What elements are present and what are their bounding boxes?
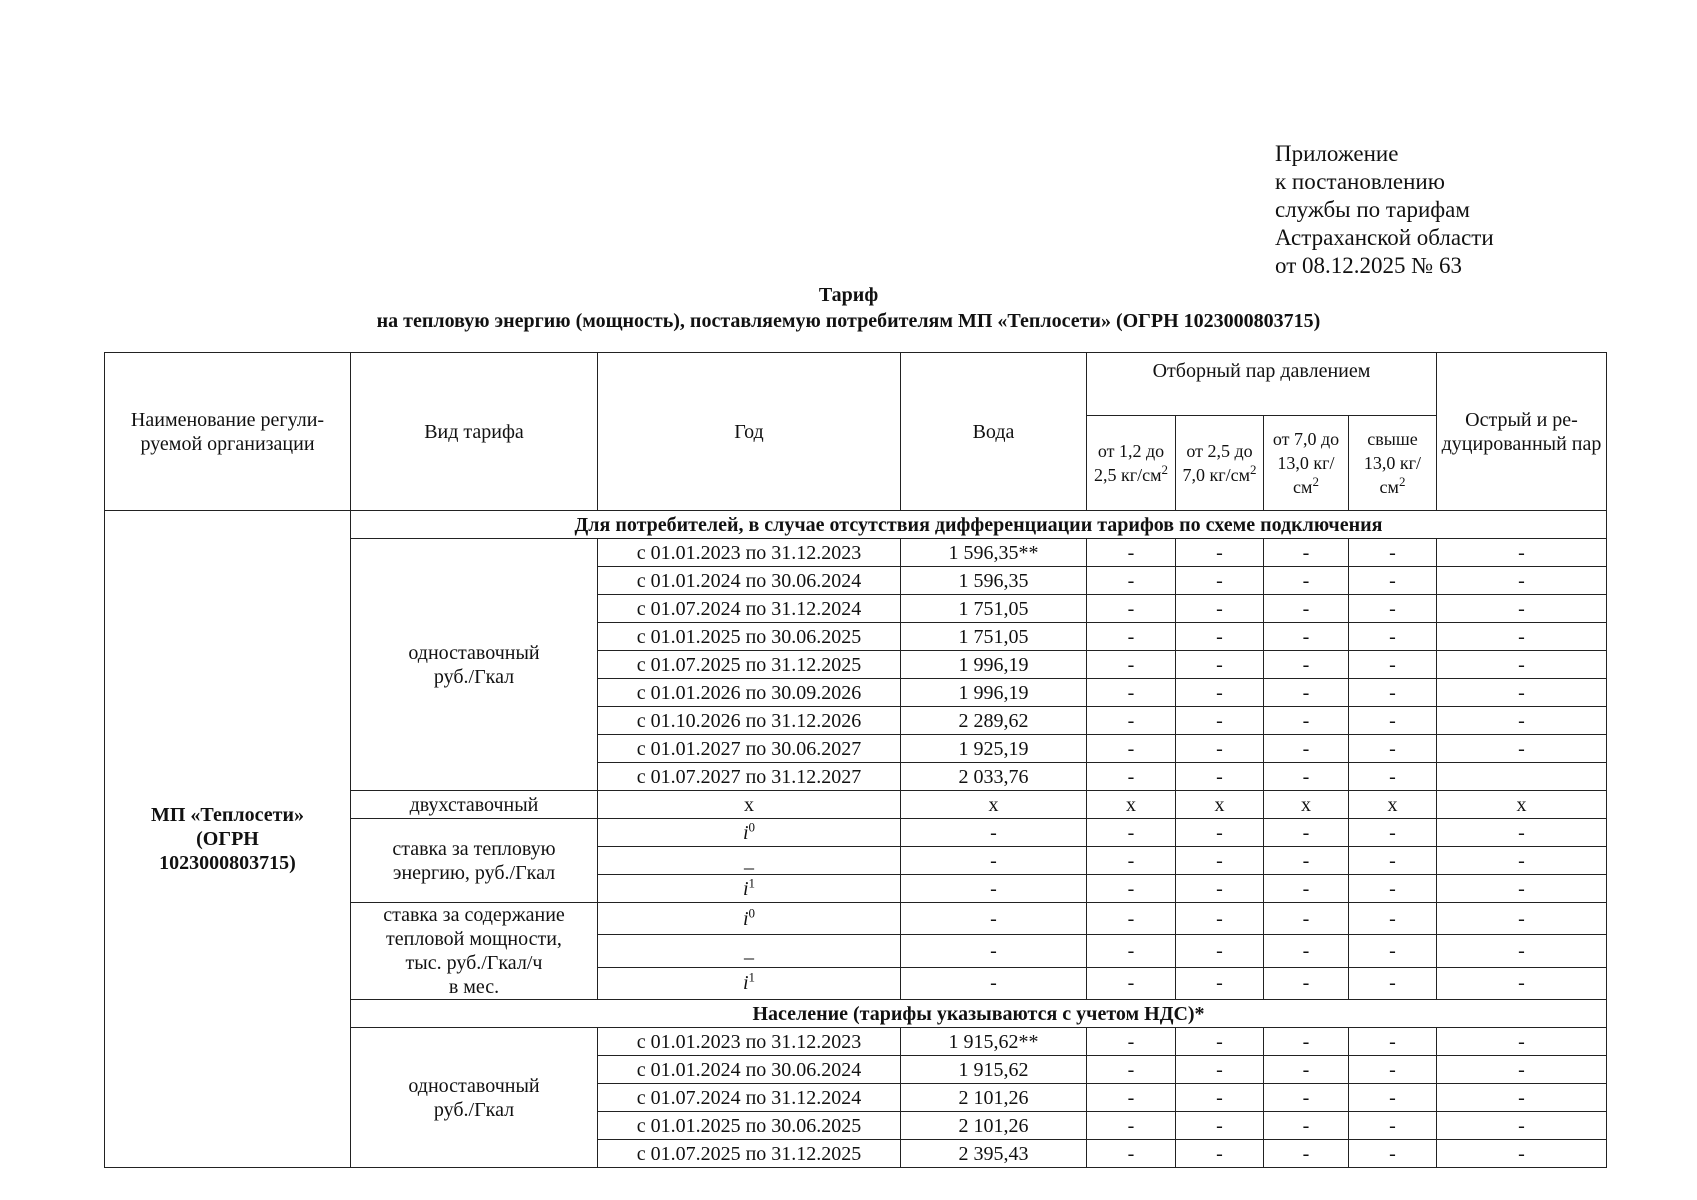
dash-cell: - bbox=[1264, 539, 1349, 567]
dash-cell: - bbox=[1176, 651, 1264, 679]
cell-text: i bbox=[742, 877, 749, 900]
header-steam-4 bbox=[1349, 416, 1437, 511]
dash-cell: - bbox=[1437, 1112, 1607, 1140]
tariff-table bbox=[104, 352, 1607, 1168]
header-org: Наименование регули-руемой организации bbox=[105, 353, 351, 511]
dash-cell: - bbox=[1264, 623, 1349, 651]
period-cell: с 01.07.2025 по 31.12.2025 bbox=[598, 1140, 901, 1168]
appendix-line: Приложение bbox=[1275, 141, 1399, 166]
period-cell: с 01.01.2024 по 30.06.2024 bbox=[598, 567, 901, 595]
header-steam-group: Отборный пар давлением bbox=[1087, 353, 1437, 416]
dash-cell: - bbox=[1349, 1140, 1437, 1168]
water-value: 1 915,62 bbox=[901, 1056, 1087, 1084]
dash-cell: - bbox=[1437, 1056, 1607, 1084]
dash-cell: - bbox=[1087, 651, 1176, 679]
x-cell: x bbox=[1087, 791, 1176, 819]
dash-cell: - bbox=[1264, 1084, 1349, 1112]
tariff-kind-two-rate: двухставочный bbox=[351, 791, 598, 819]
dash-cell: - bbox=[1349, 1084, 1437, 1112]
dash-cell: - bbox=[1176, 1112, 1264, 1140]
dash-cell: - bbox=[1087, 567, 1176, 595]
water-value: 2 101,26 bbox=[901, 1084, 1087, 1112]
dash-cell: - bbox=[1264, 651, 1349, 679]
dash-cell: - bbox=[1264, 595, 1349, 623]
dash-cell: - bbox=[1437, 1028, 1607, 1056]
dash-cell: - bbox=[901, 967, 1087, 999]
dash-cell: - bbox=[1437, 1140, 1607, 1168]
appendix-line: Астраханской области bbox=[1275, 225, 1494, 250]
header-steam-1 bbox=[1087, 416, 1176, 511]
dash-cell: - bbox=[1176, 819, 1264, 847]
header-kind: Вид тарифа bbox=[351, 353, 598, 511]
period-cell: с 01.07.2027 по 31.12.2027 bbox=[598, 763, 901, 791]
water-value: 1 596,35** bbox=[901, 539, 1087, 567]
dash-cell: - bbox=[1176, 595, 1264, 623]
dash-cell: - bbox=[1176, 679, 1264, 707]
period-cell: с 01.07.2024 по 31.12.2024 bbox=[598, 1084, 901, 1112]
dash-cell: - bbox=[1176, 875, 1264, 903]
period-cell: с 01.01.2026 по 30.09.2026 bbox=[598, 679, 901, 707]
section-title-1: Для потребителей, в случае отсутствия дифференциации тарифов по схеме подключения bbox=[351, 511, 1607, 539]
dash-cell: - bbox=[1087, 935, 1176, 967]
cell-text: i bbox=[742, 821, 749, 844]
i1-cell bbox=[598, 875, 901, 903]
water-value: 1 751,05 bbox=[901, 595, 1087, 623]
water-value: 2 289,62 bbox=[901, 707, 1087, 735]
dash-cell: - bbox=[1349, 903, 1437, 935]
dash-cell: - bbox=[1437, 903, 1607, 935]
dash-cell: - bbox=[1176, 935, 1264, 967]
dash-cell: - bbox=[1437, 567, 1607, 595]
dash-cell: - bbox=[1349, 567, 1437, 595]
dash-cell: - bbox=[1437, 847, 1607, 875]
period-cell: с 01.07.2024 по 31.12.2024 bbox=[598, 595, 901, 623]
header-sharp-steam: Острый и ре-дуцированный пар bbox=[1437, 353, 1607, 511]
tariff-kind-heat-rate bbox=[351, 819, 598, 903]
cell-text: 0 bbox=[748, 818, 756, 834]
period-cell: с 01.07.2025 по 31.12.2025 bbox=[598, 651, 901, 679]
cell-text: 1 bbox=[748, 874, 756, 890]
period-cell: с 01.01.2025 по 30.06.2025 bbox=[598, 623, 901, 651]
dash-cell: - bbox=[1349, 875, 1437, 903]
dash-cell: - bbox=[1349, 1028, 1437, 1056]
dash-cell: - bbox=[1087, 539, 1176, 567]
dash-cell: - bbox=[1349, 935, 1437, 967]
water-value: 2 395,43 bbox=[901, 1140, 1087, 1168]
i1-cell bbox=[598, 967, 901, 999]
cell-line: в мес. bbox=[448, 976, 500, 998]
dash-cell: - bbox=[1087, 1084, 1176, 1112]
water-value: 2 101,26 bbox=[901, 1112, 1087, 1140]
cell-text: 2 bbox=[1161, 462, 1168, 477]
dash-cell: - bbox=[1437, 595, 1607, 623]
section-title-2: Население (тарифы указываются с учетом НДС)* bbox=[351, 1000, 1607, 1028]
dash-cell: - bbox=[1264, 935, 1349, 967]
empty-cell bbox=[1437, 763, 1607, 791]
tariff-kind-single bbox=[351, 539, 598, 791]
water-value: 2 033,76 bbox=[901, 763, 1087, 791]
cell-line: ставка за тепловую bbox=[392, 837, 556, 860]
dash-cell: - bbox=[1349, 651, 1437, 679]
title-line-1: Тариф bbox=[818, 284, 879, 306]
dash-cell: - bbox=[1437, 707, 1607, 735]
water-value: 1 751,05 bbox=[901, 623, 1087, 651]
dash-cell: - bbox=[1264, 763, 1349, 791]
dash-cell: - bbox=[1264, 735, 1349, 763]
dash-cell: - bbox=[1087, 819, 1176, 847]
dash-cell: - bbox=[1087, 1112, 1176, 1140]
water-value: 1 925,19 bbox=[901, 735, 1087, 763]
dash-cell: - bbox=[1437, 967, 1607, 999]
dash-cell: - bbox=[1176, 623, 1264, 651]
period-cell: с 01.01.2023 по 31.12.2023 bbox=[598, 539, 901, 567]
dash-cell: - bbox=[1349, 967, 1437, 999]
water-value: 1 996,19 bbox=[901, 651, 1087, 679]
cell-line: тепловой мощности, bbox=[386, 928, 562, 950]
dash-cell: - bbox=[1437, 735, 1607, 763]
dash-cell: - bbox=[1087, 679, 1176, 707]
org-line: (ОГРН bbox=[196, 828, 259, 850]
org-line: МП «Теплосети» bbox=[151, 804, 304, 826]
water-value: 1 996,19 bbox=[901, 679, 1087, 707]
dash-cell: - bbox=[1349, 707, 1437, 735]
period-cell: с 01.01.2027 по 30.06.2027 bbox=[598, 735, 901, 763]
dash-cell: - bbox=[1264, 1056, 1349, 1084]
dash-cell: - bbox=[1264, 903, 1349, 935]
dash-cell: - bbox=[1087, 847, 1176, 875]
dash-cell: - bbox=[1437, 539, 1607, 567]
dash-cell: - bbox=[1264, 1028, 1349, 1056]
cell-line: одноставочный bbox=[408, 641, 540, 664]
appendix-line: к постановлению bbox=[1275, 169, 1445, 194]
x-cell: x bbox=[598, 791, 901, 819]
org-name-cell bbox=[105, 511, 351, 1168]
dash-cell: - bbox=[1264, 1112, 1349, 1140]
dash-cell: - bbox=[1264, 875, 1349, 903]
cell-text: 2 bbox=[1250, 462, 1257, 477]
tariff-kind-capacity-rate bbox=[351, 903, 598, 1000]
dash-cell: - bbox=[1176, 847, 1264, 875]
dash-cell: - bbox=[1437, 1084, 1607, 1112]
dash-cell: - bbox=[1349, 819, 1437, 847]
dash-cell: - bbox=[1264, 847, 1349, 875]
cell-text: 2 bbox=[1398, 474, 1406, 489]
dash-cell: - bbox=[901, 875, 1087, 903]
x-cell: x bbox=[1349, 791, 1437, 819]
mid-mark-cell: _ bbox=[598, 935, 901, 967]
dash-cell: - bbox=[1087, 967, 1176, 999]
dash-cell: - bbox=[1349, 595, 1437, 623]
dash-cell: - bbox=[901, 819, 1087, 847]
cell-text: от 1,2 до 2,5 кг/см bbox=[1093, 441, 1165, 485]
period-cell: с 01.01.2025 по 30.06.2025 bbox=[598, 1112, 901, 1140]
dash-cell: - bbox=[1437, 623, 1607, 651]
appendix-line: от 08.12.2025 № 63 bbox=[1275, 253, 1462, 278]
dash-cell: - bbox=[1176, 903, 1264, 935]
cell-line: ставка за содержание bbox=[383, 904, 565, 926]
dash-cell: - bbox=[1176, 763, 1264, 791]
cell-text: i bbox=[742, 907, 749, 930]
appendix-block bbox=[1275, 140, 1494, 280]
cell-text: 1 bbox=[748, 969, 756, 985]
i0-cell bbox=[598, 819, 901, 847]
dash-cell: - bbox=[1087, 1140, 1176, 1168]
dash-cell: - bbox=[1264, 967, 1349, 999]
dash-cell: - bbox=[1176, 1056, 1264, 1084]
x-cell: x bbox=[901, 791, 1087, 819]
x-cell: x bbox=[1176, 791, 1264, 819]
cell-text: от 2,5 до 7,0 кг/см bbox=[1182, 441, 1253, 485]
dash-cell: - bbox=[1437, 935, 1607, 967]
dash-cell: - bbox=[1437, 875, 1607, 903]
period-cell: с 01.10.2026 по 31.12.2026 bbox=[598, 707, 901, 735]
cell-text: от 7,0 до 13,0 кг/см bbox=[1272, 429, 1340, 497]
title-line-2: на тепловую энергию (мощность), поставляемую потребителям МП «Теплосети» (ОГРН 1023000803715) bbox=[376, 310, 1321, 332]
dash-cell: - bbox=[1176, 967, 1264, 999]
dash-cell: - bbox=[1087, 623, 1176, 651]
water-value: 1 596,35 bbox=[901, 567, 1087, 595]
x-cell: x bbox=[1437, 791, 1607, 819]
cell-line: энергию, руб./Гкал bbox=[392, 861, 556, 884]
dash-cell: - bbox=[1087, 1028, 1176, 1056]
dash-cell: - bbox=[1087, 735, 1176, 763]
dash-cell: - bbox=[1176, 735, 1264, 763]
cell-text: 2 bbox=[1312, 474, 1319, 489]
x-cell: x bbox=[1264, 791, 1349, 819]
dash-cell: - bbox=[1264, 819, 1349, 847]
dash-cell: - bbox=[1349, 763, 1437, 791]
i0-cell bbox=[598, 903, 901, 935]
dash-cell: - bbox=[1176, 1028, 1264, 1056]
cell-line: руб./Гкал bbox=[433, 665, 515, 688]
dash-cell: - bbox=[1087, 903, 1176, 935]
dash-cell: - bbox=[1437, 679, 1607, 707]
dash-cell: - bbox=[901, 935, 1087, 967]
dash-cell: - bbox=[1349, 623, 1437, 651]
dash-cell: - bbox=[1176, 567, 1264, 595]
cell-line: одноставочный bbox=[408, 1074, 540, 1097]
cell-text: i bbox=[742, 972, 749, 995]
dash-cell: - bbox=[1087, 707, 1176, 735]
cell-line: тыс. руб./Гкал/ч bbox=[405, 952, 543, 974]
dash-cell: - bbox=[1437, 819, 1607, 847]
dash-cell: - bbox=[1349, 1056, 1437, 1084]
dash-cell: - bbox=[1264, 679, 1349, 707]
header-row-1 bbox=[105, 353, 1607, 416]
dash-cell: - bbox=[1264, 707, 1349, 735]
header-steam-2 bbox=[1176, 416, 1264, 511]
water-value: 1 915,62** bbox=[901, 1028, 1087, 1056]
org-line: 1023000803715) bbox=[159, 852, 296, 874]
mid-mark-cell: _ bbox=[598, 847, 901, 875]
dash-cell: - bbox=[1349, 735, 1437, 763]
dash-cell: - bbox=[1087, 595, 1176, 623]
dash-cell: - bbox=[1349, 1112, 1437, 1140]
header-water: Вода bbox=[901, 353, 1087, 511]
dash-cell: - bbox=[1264, 1140, 1349, 1168]
dash-cell: - bbox=[1176, 539, 1264, 567]
section-row bbox=[105, 511, 1607, 539]
header-year: Год bbox=[598, 353, 901, 511]
cell-line: руб./Гкал bbox=[433, 1098, 515, 1121]
dash-cell: - bbox=[1264, 567, 1349, 595]
period-cell: с 01.01.2024 по 30.06.2024 bbox=[598, 1056, 901, 1084]
dash-cell: - bbox=[1176, 1140, 1264, 1168]
tariff-kind-single-population bbox=[351, 1028, 598, 1168]
dash-cell: - bbox=[1087, 1056, 1176, 1084]
cell-text: 0 bbox=[748, 905, 756, 920]
dash-cell: - bbox=[1087, 875, 1176, 903]
document-title bbox=[0, 282, 1697, 334]
dash-cell: - bbox=[1349, 847, 1437, 875]
dash-cell: - bbox=[1349, 539, 1437, 567]
appendix-line: службы по тарифам bbox=[1275, 197, 1470, 222]
dash-cell: - bbox=[1437, 651, 1607, 679]
dash-cell: - bbox=[901, 847, 1087, 875]
header-steam-3 bbox=[1264, 416, 1349, 511]
dash-cell: - bbox=[1176, 707, 1264, 735]
dash-cell: - bbox=[1176, 1084, 1264, 1112]
period-cell: с 01.01.2023 по 31.12.2023 bbox=[598, 1028, 901, 1056]
dash-cell: - bbox=[1349, 679, 1437, 707]
dash-cell: - bbox=[901, 903, 1087, 935]
cell-text: свыше 13,0 кг/см bbox=[1363, 429, 1422, 497]
dash-cell: - bbox=[1087, 763, 1176, 791]
